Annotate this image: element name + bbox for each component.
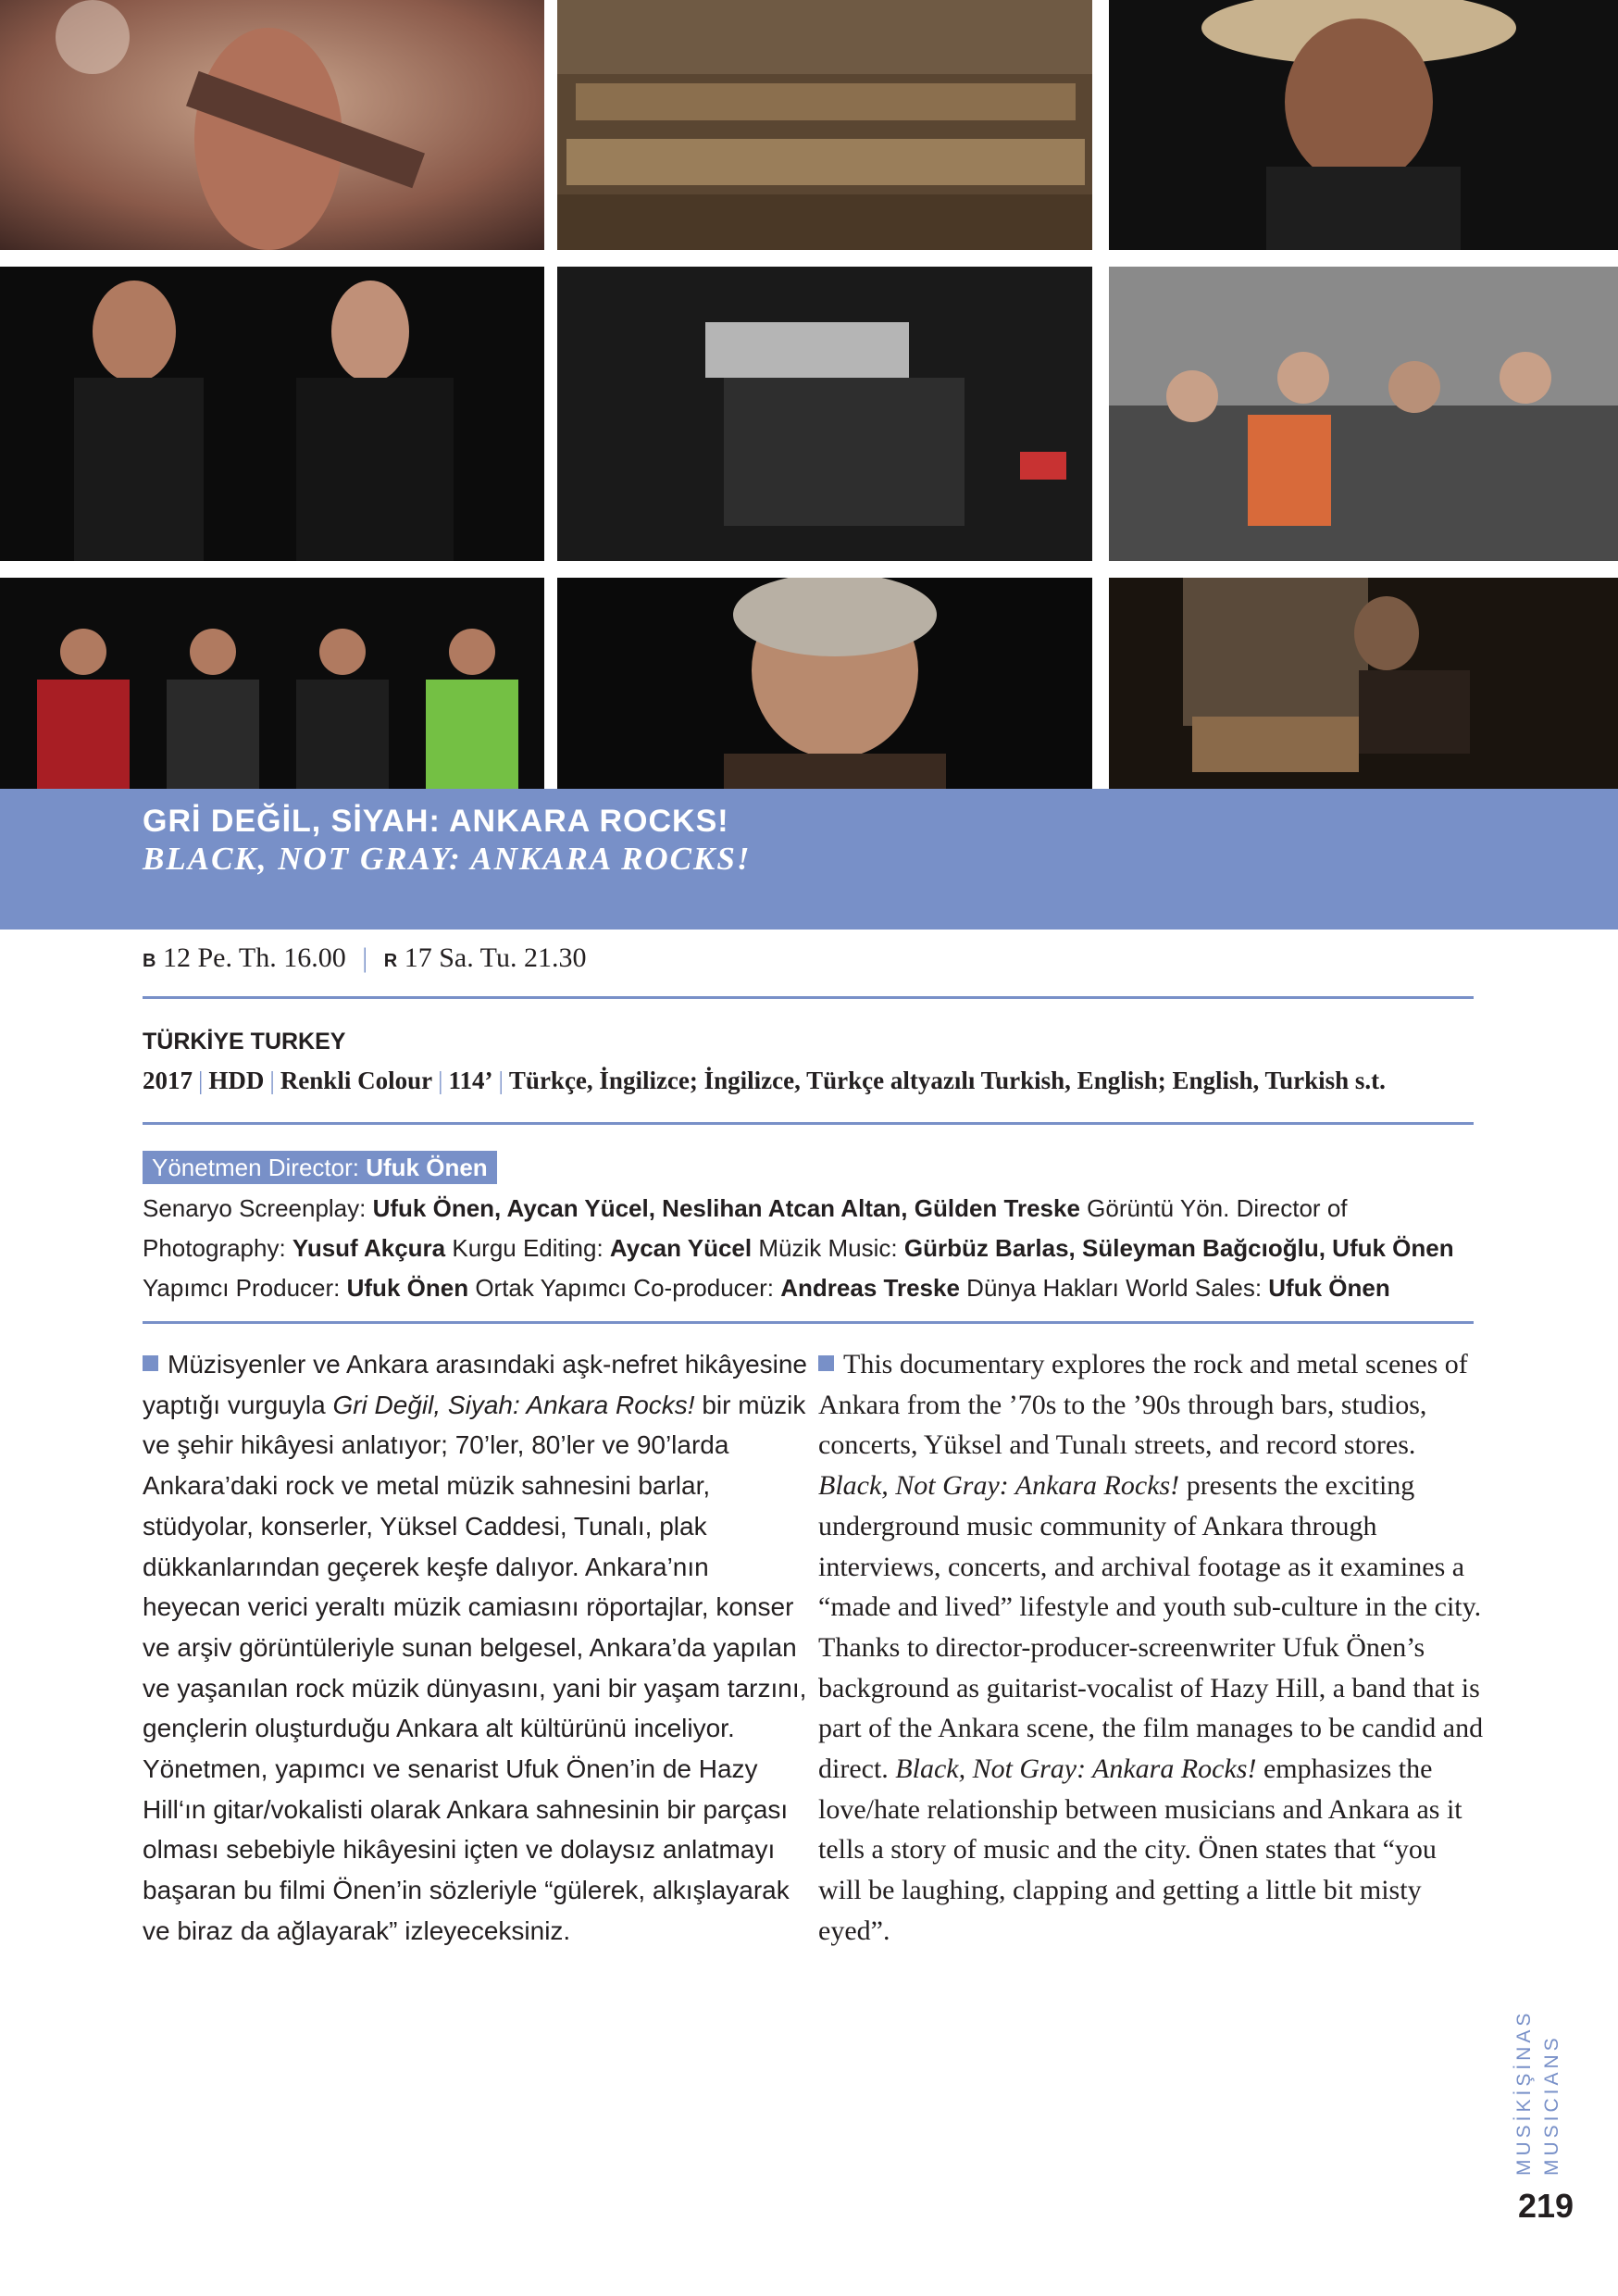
coproducer-label: Ortak Yapımcı Co-producer:: [475, 1274, 775, 1302]
sales-name: Ufuk Önen: [1268, 1274, 1390, 1302]
synopsis-tr-text: Müzisyenler ve Ankara arasındaki aşk-nefret hikâyesine yaptığı vurguyla: [143, 1350, 808, 1419]
synopsis-turkish: [143, 1344, 809, 1952]
music-label: Müzik Music:: [758, 1234, 898, 1262]
section-tab: [1513, 1990, 1574, 2176]
film-stills-grid: [0, 0, 1618, 789]
photography-label: Görüntü Yön. Director of Photography:: [143, 1194, 1348, 1262]
still-man-cowboy-hat: [1109, 0, 1618, 250]
still-crowd-cheering: [1109, 267, 1618, 561]
synopsis-en-text: This documentary explores the rock and metal scenes of Ankara from the ’70s to the ’90s through bars, studios, concerts, Yüksel and Tunalı streets, and record stores.: [818, 1349, 1468, 1461]
screening-r-time: 17 Sa. Tu. 21.30: [404, 942, 587, 973]
country: TÜRKİYE TURKEY: [143, 1029, 346, 1054]
synopsis-tr-title: Gri Değil, Siyah: Ankara Rocks!: [332, 1390, 695, 1419]
credits-block: [143, 1189, 1474, 1308]
screening-schedule: [143, 942, 586, 974]
section-label-en: MUSICIANS: [1541, 2034, 1562, 2176]
music-names: Gürbüz Barlas, Süleyman Bağcıoğlu, Ufuk Önen: [903, 1234, 1454, 1262]
screenplay-label: Senaryo Screenplay:: [143, 1194, 367, 1222]
synopsis-english: [818, 1344, 1485, 1952]
languages: Türkçe, İngilizce; İngilizce, Türkçe altyazılı Turkish, English; English, Turkish s.t.: [508, 1067, 1386, 1094]
title-band: [0, 789, 1618, 930]
still-club-stage: [557, 267, 1092, 561]
synopsis-en-text: presents the exciting underground music community of Ankara through interviews, concerts, and archival footage as it examines a “made and lived” lifestyle and youth sub-culture in the city. Thanks to director-producer-screenwriter Ufuk Önen’s background as guitarist-vocalist of Hazy Hill, a band that is part of the Ankara scene, the film manages to be candid and direct.: [818, 1470, 1484, 1785]
editing-label: Kurgu Editing:: [452, 1234, 604, 1262]
screening-b-time: 12 Pe. Th. 16.00: [162, 942, 346, 973]
director-label: Yönetmen Director:: [152, 1154, 359, 1181]
editing-name: Aycan Yücel: [609, 1234, 753, 1262]
photography-name: Yusuf Akçura: [292, 1234, 446, 1262]
sales-label: Dünya Hakları World Sales:: [966, 1274, 1263, 1302]
duration: 114’: [448, 1067, 493, 1094]
screenplay-names: Ufuk Önen, Aycan Yücel, Neslihan Atcan Altan, Gülden Treske: [372, 1194, 1080, 1222]
still-interview-couple: [0, 267, 544, 561]
technical-info: 2017 | HDD | Renkli Colour | 114’ | Türkçe, İngilizce; İngilizce, Türkçe altyazılı Turkish, English; English, Turkish s.t.: [143, 1067, 1386, 1094]
format: HDD: [208, 1067, 265, 1094]
bullet-square-icon: [143, 1355, 158, 1371]
still-band-four-men: [0, 578, 544, 789]
separator: |: [362, 942, 368, 973]
section-label-tr: MUSİKİŞİNAS: [1513, 2009, 1535, 2176]
bullet-square-icon: [818, 1355, 834, 1371]
colour: Renkli Colour: [280, 1067, 433, 1094]
divider-rule: [143, 1321, 1474, 1324]
divider-rule: [143, 1122, 1474, 1125]
still-gray-haired-man: [557, 578, 1092, 789]
screening-r-letter: R: [383, 951, 398, 971]
synopsis-tr-text: bir müzik ve şehir hikâyesi anlatıyor; 70’ler, 80’ler ve 90’larda Ankara’daki rock ve metal müzik sahnesini barlar, stüdyolar, konserler, Yüksel Caddesi, Tunalı, plak dükkanlarından geçerek keşfe dalıyor. Ankara’nın heyecan verici yeraltı müzik camiasını röportajlar, konser ve arşiv görüntüleriyle sunan belgesel, Ankara’da yapılan ve yaşanılan rock müzik dünyasını, yani bir yaşam tarzını, gençlerin oluşturduğu Ankara alt kültürünü inceliyor. Yönetmen, yapımcı ve senarist Ufuk Önen’in de Hazy Hill‘ın gitar/vokalisti olarak Ankara sahnesinin bir parçası olması sebebiyle hikâyesini içten ve dolaysız anlatmayı başaran bu filmi Önen’in sözleriyle “gülerek, alkışlayarak ve biraz da ağlayarak” izleyeceksiniz.: [143, 1390, 807, 1945]
divider-rule: [143, 996, 1474, 999]
producer-name: Ufuk Önen: [346, 1274, 469, 1302]
synopsis-en-title: Black, Not Gray: Ankara Rocks!: [818, 1470, 1180, 1502]
coproducer-name: Andreas Treske: [780, 1274, 960, 1302]
page-number: 219: [1518, 2187, 1574, 2225]
still-record-store: [557, 0, 1092, 250]
film-title-english: BLACK, NOT GRAY: ANKARA ROCKS!: [143, 841, 752, 877]
synopsis-en-title: Black, Not Gray: Ankara Rocks!: [895, 1753, 1257, 1785]
director-name: Ufuk Önen: [366, 1154, 488, 1181]
director-tag: [143, 1151, 497, 1184]
synopsis-en-text: emphasizes the love/hate relationship between musicians and Ankara as it tells a story of music and the city. Önen states that “you will be laughing, clapping and getting a little bit misty eyed”.: [818, 1753, 1462, 1946]
screening-b-letter: B: [143, 951, 156, 971]
year: 2017: [143, 1067, 193, 1094]
producer-label: Yapımcı Producer:: [143, 1274, 341, 1302]
still-concert-guitarist: [0, 0, 544, 250]
still-studio-musician: [1109, 578, 1618, 789]
film-title-turkish: GRİ DEĞİL, SİYAH: ANKARA ROCKS!: [143, 804, 729, 839]
